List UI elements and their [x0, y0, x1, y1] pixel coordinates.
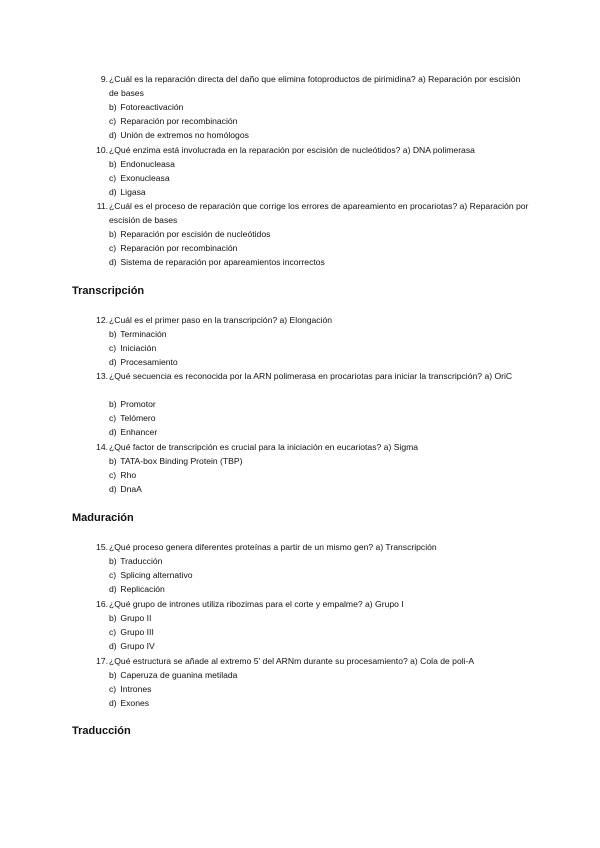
option-letter: b)	[109, 102, 117, 112]
option-13b	[109, 397, 156, 411]
question-text: ¿Cuál es la reparación directa del daño que elimina fotoproductos de pirimidina? a) Reparación por escisión de bases	[109, 74, 521, 98]
option-16b	[109, 611, 151, 625]
option-letter: d)	[109, 357, 117, 367]
option-letter: c)	[109, 570, 117, 580]
option-text: Exones	[120, 698, 150, 708]
option-letter: b)	[109, 159, 117, 169]
option-17b	[109, 668, 237, 682]
option-text: Exonucleasa	[120, 173, 170, 183]
option-text: Ligasa	[120, 187, 146, 197]
section-heading-traduccion: Traducción	[72, 725, 131, 737]
option-letter: b)	[109, 456, 117, 466]
option-11c	[109, 241, 237, 255]
option-letter: d)	[109, 698, 117, 708]
option-text: Traducción	[120, 556, 163, 566]
option-14c	[109, 468, 136, 482]
option-11d	[109, 255, 325, 269]
question-11	[90, 199, 530, 227]
option-text: Telómero	[120, 413, 156, 423]
option-text: Grupo II	[120, 613, 152, 623]
question-text: ¿Qué factor de transcripción es crucial para la iniciación en eucariotas? a) Sigma	[109, 442, 419, 452]
option-text: Fotoreactivación	[120, 102, 184, 112]
option-10c	[109, 171, 170, 185]
option-letter: c)	[109, 243, 117, 253]
option-text: Grupo IV	[120, 641, 155, 651]
question-text: ¿Qué secuencia es reconocida por la ARN polimerasa en procariotas para iniciar la transcripción? a) OriC	[109, 371, 513, 381]
option-13c	[109, 411, 156, 425]
question-number: 12.	[96, 315, 108, 325]
option-letter: d)	[109, 584, 117, 594]
question-14	[90, 440, 530, 454]
option-text: Iniciación	[120, 343, 157, 353]
option-text: Replicación	[120, 584, 165, 594]
question-number: 9.	[100, 74, 108, 84]
option-text: Caperuza de guanina metilada	[120, 670, 238, 680]
option-15c	[109, 568, 193, 582]
option-10d	[109, 185, 146, 199]
option-text: Grupo III	[120, 627, 154, 637]
option-letter: c)	[109, 627, 117, 637]
question-10	[90, 143, 530, 157]
option-text: Promotor	[120, 399, 156, 409]
option-9d	[109, 128, 249, 142]
option-9c	[109, 114, 237, 128]
option-text: Reparación por escisión de nucleótidos	[120, 229, 271, 239]
option-14d	[109, 482, 142, 496]
option-letter: b)	[109, 229, 117, 239]
option-12b	[109, 327, 167, 341]
option-letter: c)	[109, 470, 117, 480]
question-text: ¿Qué grupo de intrones utiliza ribozimas para el corte y empalme? a) Grupo I	[109, 599, 404, 609]
question-number: 13.	[96, 371, 108, 381]
option-text: Rho	[120, 470, 137, 480]
option-11b	[109, 227, 270, 241]
question-number: 16.	[96, 599, 108, 609]
question-number: 10.	[96, 145, 108, 155]
option-12d	[109, 355, 178, 369]
question-12	[90, 313, 530, 327]
option-text: Sistema de reparación por apareamientos incorrectos	[120, 257, 325, 267]
option-letter: d)	[109, 130, 117, 140]
question-17	[90, 654, 530, 668]
option-text: Unión de extremos no homólogos	[120, 130, 249, 140]
option-text: Terminación	[120, 329, 167, 339]
option-letter: c)	[109, 343, 117, 353]
option-text: TATA-box Binding Protein (TBP)	[120, 456, 243, 466]
question-16	[90, 597, 530, 611]
option-letter: d)	[109, 257, 117, 267]
question-number: 14.	[96, 442, 108, 452]
option-17c	[109, 682, 151, 696]
option-text: DnaA	[120, 484, 142, 494]
option-letter: c)	[109, 413, 117, 423]
option-text: Reparación por recombinación	[120, 243, 238, 253]
question-15	[90, 540, 530, 554]
question-text: ¿Qué estructura se añade al extremo 5' del ARNm durante su procesamiento? a) Cola de poli-A	[109, 656, 475, 666]
question-number: 17.	[96, 656, 108, 666]
option-16c	[109, 625, 154, 639]
option-letter: c)	[109, 173, 117, 183]
question-text: ¿Qué proceso genera diferentes proteínas a partir de un mismo gen? a) Transcripción	[109, 542, 437, 552]
option-text: Procesamiento	[120, 357, 178, 367]
option-text: Enhancer	[120, 427, 158, 437]
option-9b	[109, 100, 183, 114]
option-12c	[109, 341, 156, 355]
option-letter: b)	[109, 556, 117, 566]
question-text: ¿Cuál es el proceso de reparación que corrige los errores de apareamiento en procariotas? a) Reparación por escisión de bases	[109, 201, 529, 225]
option-10b	[109, 157, 175, 171]
option-15d	[109, 582, 165, 596]
option-letter: b)	[109, 613, 117, 623]
option-16d	[109, 639, 155, 653]
question-13	[90, 369, 530, 383]
option-letter: b)	[109, 329, 117, 339]
section-heading-transcripcion: Transcripción	[72, 285, 145, 297]
option-13d	[109, 425, 157, 439]
option-text: Intrones	[120, 684, 152, 694]
question-text: ¿Cuál es el primer paso en la transcripción? a) Elongación	[109, 315, 333, 325]
section-heading-maduracion: Maduración	[72, 512, 134, 524]
option-text: Splicing alternativo	[120, 570, 193, 580]
option-text: Reparación por recombinación	[120, 116, 238, 126]
option-letter: c)	[109, 684, 117, 694]
question-number: 15.	[96, 542, 108, 552]
option-letter: d)	[109, 427, 117, 437]
question-number: 11.	[96, 201, 108, 211]
question-9	[90, 72, 530, 100]
option-letter: d)	[109, 641, 117, 651]
option-17d	[109, 696, 149, 710]
option-letter: c)	[109, 116, 117, 126]
question-text: ¿Qué enzima está involucrada en la reparación por escisión de nucleótidos? a) DNA polimerasa	[109, 145, 475, 155]
option-15b	[109, 554, 162, 568]
option-letter: b)	[109, 670, 117, 680]
option-letter: d)	[109, 187, 117, 197]
option-text: Endonucleasa	[120, 159, 175, 169]
option-14b	[109, 454, 243, 468]
option-letter: d)	[109, 484, 117, 494]
option-letter: b)	[109, 399, 117, 409]
